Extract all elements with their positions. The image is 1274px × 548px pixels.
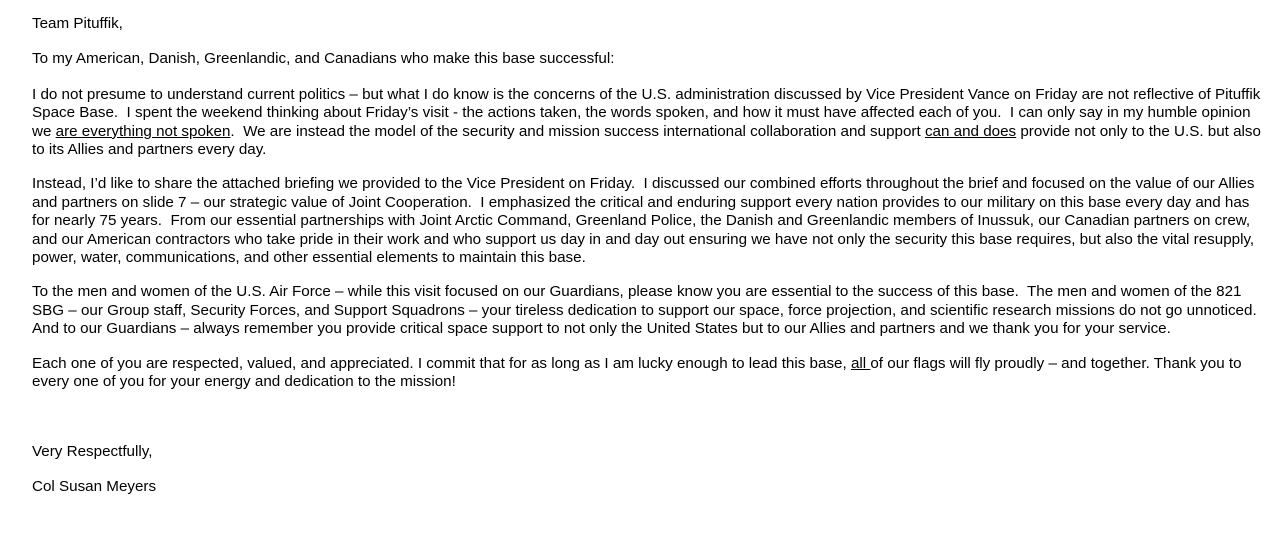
greeting: Team Pituffik, [32, 15, 123, 32]
paragraph-politics-text-3: provide not only to the U.S. but also to its Allies and partners every day. [32, 122, 1261, 159]
paragraph-appreciation-text-2: of our flags will fly proudly – and together. Thank you to every one of you for your energy and dedication to the mission! [32, 354, 1242, 391]
underlined-phrase-everything-not-spoken: are everything not spoken [55, 122, 231, 140]
underlined-phrase-can-and-does: can and does [924, 122, 1017, 140]
letter-body [32, 15, 1268, 496]
signature: Col Susan Meyers [32, 477, 157, 495]
paragraph-briefing: Instead, I’d like to share the attached briefing we provided to the Vice President on Friday. I discussed our combined efforts throughout the brief and focused on the value of our Allies and partners on slide 7 – our strategic value of Joint Cooperation. I emphasized the critical and enduring support every nation provides to our military on this base every day and has for nearly 75 years. From our essential partnerships with Joint Arctic Command, Greenland Police, the Danish and Greenlandic members of Inussuk, our Canadian partners on crew, and our American contractors who take pride in their work and who support us day in and day out ensuring we have not only the security this base requires, but also the vital resupply, power, water, communications, and other essential elements to maintain this base. [32, 175, 1255, 267]
addressees-line: To my American, Danish, Greenlandic, and Canadians who make this base successful: [32, 50, 615, 68]
paragraph-politics [32, 86, 1268, 160]
paragraph-air-force: To the men and women of the U.S. Air Force – while this visit focused on our Guardians, please know you are essential to the success of this base. The men and women of the 821 SBG – our Group staff, Security Forces, and Support Squadrons – your tireless dedication to support our space, force projection, and scientific research missions do not go unnoticed. And to our Guardians – always remember you provide critical space support to not only the United States but to our Allies and partners and we thank you for your service. [32, 283, 1261, 338]
paragraph-politics-text-1: I do not presume to understand current politics – but what I do know is the concerns of the U.S. administration discussed by Vice President Vance on Friday are not reflective of Pituffik Space Base. I spent the weekend thinking about Friday’s visit - the actions taken, the words spoken, and how it must have affected each of you. I can only say in my humble opinion we [32, 85, 1261, 140]
paragraph-appreciation [32, 355, 1268, 392]
paragraph-appreciation-text-1: Each one of you are respected, valued, and appreciated. I commit that for as long as I am lucky enough to lead this base, [32, 354, 851, 372]
paragraph-politics-text-2: . We are instead the model of the security and mission success international collaboration and support [230, 122, 925, 140]
underlined-word-all: all [850, 354, 871, 372]
closing: Very Respectfully, [32, 442, 153, 460]
